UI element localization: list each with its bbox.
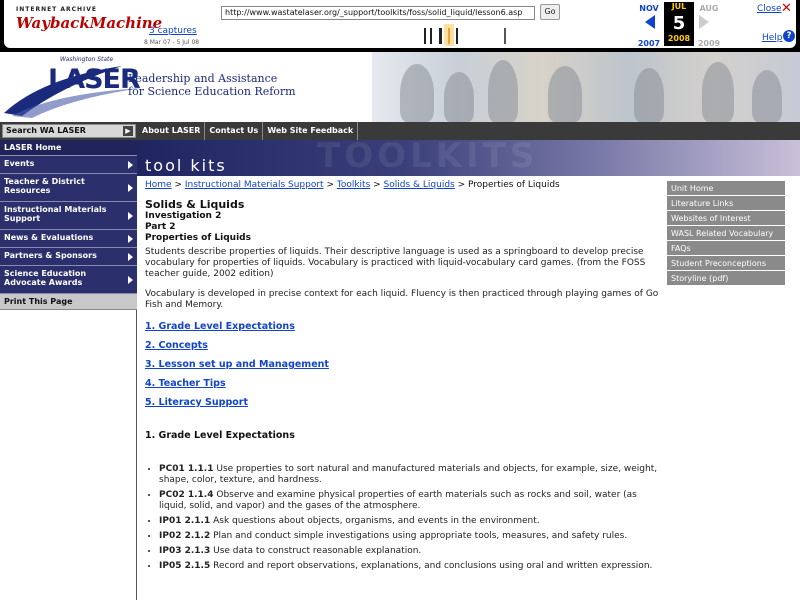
search-wa-laser[interactable] (2, 124, 136, 138)
sidebar-item-events[interactable] (0, 156, 137, 174)
site-header (0, 52, 800, 122)
timeline-tick (456, 28, 458, 44)
prev-month[interactable] (634, 4, 664, 48)
search-go-icon[interactable]: ▶ (123, 126, 133, 136)
wayback-logo[interactable] (16, 6, 163, 40)
expectation-code: IP05 2.1.5 (159, 561, 211, 571)
section-links (145, 321, 665, 408)
photo-person (702, 62, 734, 122)
link-literacy-support[interactable]: 5. Literacy Support (145, 397, 249, 408)
main-content (145, 180, 665, 600)
logo-laser-text[interactable]: LASER (48, 64, 140, 95)
expectations-list (145, 464, 665, 572)
expectation-code: IP02 2.1.2 (159, 531, 211, 541)
chevron-right-icon (128, 253, 133, 261)
breadcrumb (145, 180, 665, 190)
right-nav-storyline-pdf[interactable]: Storyline (pdf) (667, 271, 785, 286)
right-nav-faqs[interactable]: FAQs (667, 241, 785, 256)
toolkits-banner (137, 140, 800, 176)
sidebar-item-teacher-district[interactable] (0, 174, 137, 202)
print-label: Print This Page (4, 297, 73, 306)
wayback-url-input[interactable]: http://www.wastatelaser.org/_support/toolkits/foss/solid_liquid/lesson6.asp (221, 6, 535, 20)
wayback-logo-main: WaybackMachine (16, 14, 163, 32)
current-day: 5 (672, 13, 686, 34)
logo-state-text: Washington State (60, 56, 114, 63)
wayback-help-link[interactable]: Help (762, 33, 783, 43)
right-nav-websites-of-interest[interactable]: Websites of Interest (667, 211, 785, 226)
timeline-tick (439, 28, 442, 44)
next-month-label: AUG (699, 4, 719, 13)
timeline-tick (430, 28, 432, 44)
sidebar-item-laser-home[interactable] (0, 140, 137, 156)
breadcrumb-separator: > (323, 180, 337, 190)
chevron-right-icon (128, 235, 133, 243)
chevron-right-icon (128, 212, 133, 220)
wayback-timeline[interactable] (234, 26, 534, 46)
sidebar-item-label: Science Education Advocate Awards (4, 269, 87, 287)
photo-person (752, 70, 782, 122)
expectation-text: Use data to construct reasonable explanation. (213, 546, 422, 556)
list-item (159, 464, 665, 486)
breadcrumb-separator: > (454, 180, 469, 190)
nav-contact-us[interactable]: Contact Us (205, 122, 263, 140)
breadcrumb-toolkits[interactable]: Toolkits (336, 180, 371, 190)
breadcrumb-separator: > (370, 180, 384, 190)
logo-tagline-2: for Science Education Reform (128, 85, 296, 98)
list-item (159, 561, 665, 572)
expectation-code: IP03 2.1.3 (159, 546, 211, 556)
timeline-highlight (444, 24, 454, 46)
chevron-right-icon (128, 184, 133, 192)
expectation-text: Ask questions about objects, organisms, and events in the environment. (213, 516, 540, 526)
sidebar-item-label: Partners & Sponsors (4, 251, 97, 260)
page-title: Solids & Liquids (145, 198, 245, 211)
nav-about-laser[interactable]: About LASER (138, 122, 205, 140)
expectation-code: PC01 1.1.1 (159, 464, 214, 474)
banner-ghost-text: TOOLKITS (317, 140, 539, 176)
expectation-code: IP01 2.1.1 (159, 516, 211, 526)
wayback-go-button[interactable]: Go (540, 4, 560, 20)
right-nav-wasl-vocabulary[interactable]: WASL Related Vocabulary (667, 226, 785, 241)
photo-person (548, 66, 582, 122)
sidebar-item-instructional-materials[interactable] (0, 202, 137, 230)
photo-person (444, 72, 474, 122)
sidebar-item-label: Teacher & District Resources (4, 177, 85, 195)
wayback-logo-top: INTERNET ARCHIVE (16, 6, 98, 13)
search-label: Search WA LASER (6, 126, 86, 135)
right-sidebar (667, 181, 785, 286)
help-icon[interactable]: ? (783, 30, 795, 42)
sidebar-item-news-evaluations[interactable] (0, 230, 137, 248)
photo-person (400, 64, 434, 122)
breadcrumb-solids-liquids[interactable]: Solids & Liquids (383, 180, 455, 190)
list-item (159, 531, 665, 542)
current-month-label: JUL (671, 2, 687, 11)
right-nav-literature-links[interactable]: Literature Links (667, 196, 785, 211)
chevron-right-icon (128, 161, 133, 169)
part-label: Part 2 (145, 222, 176, 232)
investigation-label: Investigation 2 (145, 211, 222, 221)
nav-web-site-feedback[interactable]: Web Site Feedback (263, 122, 358, 140)
link-teacher-tips[interactable]: 4. Teacher Tips (145, 378, 226, 389)
list-item (159, 516, 665, 527)
link-concepts[interactable]: 2. Concepts (145, 340, 208, 351)
next-year: 2009 (697, 39, 721, 48)
expectation-text: Plan and conduct simple investigations using appropriate tools, measures, and safety rules. (213, 531, 628, 541)
prev-year: 2007 (637, 39, 661, 48)
wayback-date-range: 8 Mar 07 - 5 Jul 08 (144, 39, 200, 46)
sidebar-item-label: LASER Home (4, 143, 62, 152)
timeline-tick (504, 28, 506, 44)
timeline-tick (424, 28, 426, 44)
top-nav-bar (0, 122, 800, 140)
header-photo-collage (372, 52, 800, 122)
wayback-captures-link[interactable]: 3 captures (149, 26, 197, 36)
photo-person (634, 68, 664, 122)
breadcrumb-home[interactable]: Home (145, 180, 172, 190)
page-subtitle: Properties of Liquids (145, 233, 251, 243)
link-lesson-setup[interactable]: 3. Lesson set up and Management (145, 359, 329, 370)
expectation-text: Use properties to sort natural and manufactured materials and objects, for example, size, weight, shape, color, texture, and hardness. (159, 464, 658, 485)
breadcrumb-separator: > (171, 180, 185, 190)
left-sidebar (0, 140, 137, 600)
intro-paragraph: Students describe properties of liquids. Their descriptive language is used as a springboard to develop precise vocabulary for properties of liquids. Vocabulary is practiced with liquid-vocabulary card games. (from the FOSS teacher guide, 2002 edition) (145, 247, 646, 279)
list-item (159, 546, 665, 557)
next-month (694, 4, 724, 48)
section-heading: 1. Grade Level Expectations (145, 430, 295, 441)
right-nav-student-preconceptions[interactable]: Student Preconceptions (667, 256, 785, 271)
sidebar-item-label: Instructional Materials Support (4, 205, 107, 223)
close-icon[interactable]: ✕ (781, 1, 792, 16)
wayback-close-link[interactable]: Close (757, 4, 782, 14)
wayback-calendar (634, 2, 724, 46)
breadcrumb-instructional-materials[interactable]: Instructional Materials Support (184, 180, 324, 190)
sidebar-item-advocate-awards[interactable] (0, 266, 137, 294)
current-year: 2008 (667, 34, 691, 43)
sidebar-item-partners-sponsors[interactable] (0, 248, 137, 266)
link-grade-level-expectations[interactable]: 1. Grade Level Expectations (145, 321, 295, 332)
photo-person (488, 60, 518, 122)
prev-month-label: NOV (639, 4, 659, 13)
sidebar-item-label: News & Evaluations (4, 233, 94, 242)
wayback-panel (4, 0, 796, 48)
logo-tagline-1: Leadership and Assistance (128, 72, 278, 85)
current-month (664, 2, 694, 46)
expectation-code: PC02 1.1.4 (159, 490, 214, 500)
right-nav-unit-home[interactable]: Unit Home (667, 181, 785, 196)
vocabulary-paragraph: Vocabulary is developed in precise context for each liquid. Fluency is then practiced through playing games of Go Fish and Memory. (145, 289, 659, 310)
print-this-page-button[interactable] (0, 294, 137, 310)
wayback-toolbar (0, 0, 800, 52)
banner-title: tool kits (145, 156, 227, 175)
breadcrumb-current: Properties of Liquids (468, 180, 560, 190)
top-nav-links (138, 122, 358, 140)
list-item (159, 490, 665, 512)
chevron-right-icon (128, 276, 133, 284)
expectation-text: Record and report observations, explanations, and conclusions using oral and written expression. (213, 561, 653, 571)
expectation-text: Observe and examine physical properties of earth materials such as rocks and soil, water (as liquid, solid, and vapor) and the gases of the atmosphere. (159, 490, 637, 511)
sidebar-item-label: Events (4, 159, 35, 168)
